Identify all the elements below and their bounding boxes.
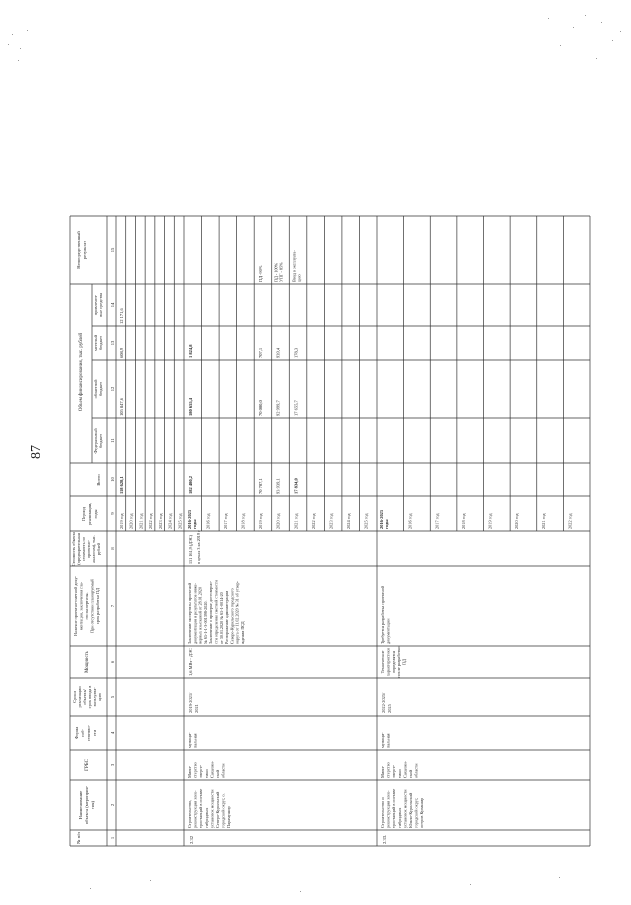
period-label: годы	[192, 519, 197, 529]
object-name: гибридных	[396, 807, 402, 828]
header-other: привлечен-	[93, 294, 98, 316]
object-name: Парамушир	[226, 806, 232, 828]
year-label: 2020 год	[514, 513, 520, 529]
grbs-name: стерство	[192, 762, 198, 778]
capacity: 1,6 МВт - ДЭС	[188, 648, 193, 676]
column-number: 6	[110, 660, 115, 664]
column-number: 3	[110, 763, 115, 767]
value-regional: 92 999,7	[275, 400, 281, 416]
header-local: местный	[93, 334, 98, 352]
ownership-form: муници-	[187, 732, 192, 748]
grbs-name: ской	[408, 769, 413, 778]
object-name: гибридных	[203, 807, 209, 828]
header-result: результат	[82, 240, 87, 260]
documentation-status: округа от 11.02.2020 № 31 об утвер-	[234, 581, 240, 644]
value-total: 182 480,2	[188, 476, 193, 494]
documentation-status: Требуется разработка проектной	[380, 585, 385, 644]
object-name: городской округ, о.	[220, 793, 226, 828]
grbs-name: Сахалин-	[209, 761, 215, 778]
column-number: 7	[110, 604, 115, 608]
year-label: 2018 год	[240, 513, 246, 529]
header-documentation: ментации, заключения гла-	[78, 581, 84, 631]
year-label: 2021 год	[138, 513, 144, 529]
period-label: годы	[384, 519, 389, 529]
object-name: реконструкция элек-	[192, 790, 198, 828]
header-funding-group: Объем финансирования, тыс. рублей	[79, 332, 84, 412]
grbs-name: энерге-	[198, 764, 204, 778]
ownership-form: пальная	[192, 733, 198, 748]
column-number: 1	[110, 836, 115, 840]
year-label: 2016 год	[205, 513, 211, 529]
header-object-name: тия)	[90, 800, 95, 810]
ownership-form: пальная	[385, 733, 391, 748]
object-cost: 151 161,9 (ДЭС)	[188, 534, 193, 564]
year-label: 2019 год	[119, 513, 124, 529]
result-text: цию	[296, 274, 302, 282]
documentation-status: Заключение о проверке достоверно-	[208, 581, 214, 644]
grbs-name: Мини-	[187, 765, 192, 778]
grbs-name: Сахалин-	[402, 761, 408, 778]
documentation-status: ждении ПСД	[240, 621, 245, 644]
year-label: 2022 год	[310, 513, 316, 529]
grbs-name: стерство	[385, 762, 391, 778]
year-label: 2025 год	[177, 513, 183, 529]
year-label: 2018 год	[460, 513, 466, 529]
header-terms: объекта/	[82, 689, 87, 705]
column-number: 13	[110, 340, 115, 346]
value-local: 707,1	[258, 347, 264, 358]
capacity: определятся	[390, 651, 396, 673]
capacity: ПД	[401, 659, 407, 665]
value-total: 93 939,1	[275, 478, 281, 494]
financing-table	[70, 216, 590, 846]
header-cost: рублей	[96, 542, 101, 556]
result-text: ПД -90%	[258, 265, 264, 282]
header-regional: областной	[93, 379, 98, 399]
header-period: годы	[93, 509, 98, 519]
documentation-status: сти определения сметной стоимости	[213, 580, 219, 644]
header-terms: срок ввода в	[87, 685, 92, 709]
object-name: установок мощности	[209, 789, 215, 828]
header-ownership: сти	[92, 729, 97, 737]
column-number: 9	[110, 512, 115, 515]
column-number: 8	[110, 547, 115, 550]
object-name: Северо-Курильский	[215, 791, 220, 828]
header-regional: бюджет	[98, 381, 103, 397]
row-number: 2.32	[189, 835, 194, 844]
capacity: характеристики	[385, 647, 391, 677]
year-label: 2021 год	[540, 513, 546, 529]
header-federal: Федеральный	[93, 428, 98, 454]
header-ownership: соб-	[80, 729, 85, 737]
implementation-terms: 2021	[194, 704, 199, 713]
object-name: городской округ,	[413, 797, 419, 828]
year-label: 2021 год	[293, 513, 299, 529]
year-label: 2019 год	[258, 513, 264, 529]
value-regional: 180 655,4	[188, 398, 193, 416]
year-label: 2024 год	[345, 513, 351, 529]
header-cost: проектно-	[86, 540, 91, 558]
header-result: Непосредственный	[76, 231, 81, 269]
header-terms: реализации	[77, 686, 82, 708]
header-capacity: Мощность	[85, 651, 90, 673]
header-documentation: Наличие проектно-сметной доку-	[73, 576, 78, 636]
object-name: Южно-Курильский	[408, 792, 413, 828]
value-local: 1 824,8	[188, 344, 193, 358]
column-number: 14	[110, 302, 115, 308]
documentation-status: Северо-Курильского городского	[229, 588, 235, 644]
header-documentation: срок разработки ПД	[95, 588, 100, 624]
header-object-name: Наименование	[78, 790, 83, 820]
header-documentation: При отсутствии планируемый	[89, 579, 95, 633]
object-name: реконструкция элек-	[385, 790, 391, 828]
capacity: после разработки	[396, 646, 402, 678]
header-grbs: ГРБС	[85, 759, 90, 771]
column-number: 10	[110, 477, 115, 482]
documentation-status: Заключение экспертизы проектной	[187, 582, 192, 644]
period-label: 2016-2025	[379, 509, 384, 529]
column-number: 2	[110, 803, 115, 807]
year-label: 2020 год	[128, 513, 134, 529]
grbs-name: тики	[396, 769, 402, 778]
year-label: 2016 год	[407, 513, 413, 529]
year-label: 2023 год	[157, 513, 163, 529]
header-cost: (предварительная	[76, 533, 81, 565]
object-name: Строительство,	[187, 799, 192, 828]
header-object-name: объекта (мероприя-	[84, 785, 89, 825]
grbs-name: ской	[215, 769, 220, 778]
value-regional: 17 655,7	[293, 400, 299, 416]
object-cost: в ценах 3 кв 2019 г	[196, 530, 201, 564]
implementation-terms: 2019-2021/	[188, 692, 193, 713]
documentation-status: документации и результатов инже-	[192, 583, 198, 644]
ownership-form: муници-	[380, 732, 385, 748]
object-name: установок мощности	[402, 789, 408, 828]
object-name: тростанций в составе	[198, 788, 204, 828]
grbs-name: тики	[203, 769, 209, 778]
header-row-number: № п/п	[76, 832, 81, 844]
value-local: 939,4	[275, 347, 281, 358]
column-number: 5	[110, 695, 115, 699]
header-period: реализации,	[87, 502, 92, 526]
header-cost: аналогам), тыс.	[91, 535, 96, 563]
year-label: 2022 год	[148, 513, 154, 529]
header-terms: цию	[97, 693, 102, 701]
object-name: Строительство и	[380, 797, 385, 828]
header-ownership: Форма	[74, 726, 79, 740]
header-terms: Сроки	[72, 691, 77, 703]
value-local: 178,3	[293, 347, 299, 358]
page-number: 87	[29, 445, 44, 459]
value-total: 70 707,1	[258, 478, 264, 494]
documentation-status: от 30.01.2020 № 65-1-0014-20	[218, 592, 224, 644]
value-other: 12 171,6	[119, 308, 124, 324]
header-total: Всего	[96, 474, 101, 486]
documentation-status: документации	[385, 618, 391, 644]
documentation-status: Распоряжение администрации	[224, 590, 230, 644]
grbs-name: Мини-	[380, 765, 385, 778]
column-number: 4	[110, 731, 115, 735]
header-cost: Стоимость объекта	[71, 531, 76, 567]
column-number: 15	[110, 247, 115, 253]
year-label: 2019 год	[487, 513, 493, 529]
column-number: 12	[110, 386, 115, 392]
header-period: Период	[81, 507, 86, 521]
year-label: 2024 год	[167, 513, 173, 529]
result-text: УПГ - 85%	[278, 262, 284, 282]
grbs-name: энерге-	[391, 764, 397, 778]
header-ownership: ственно-	[86, 725, 91, 741]
year-label: 2022 год	[567, 513, 573, 529]
implementation-terms: 2022-2025/	[381, 692, 386, 713]
object-name: остров Кунашир	[419, 797, 425, 828]
result-text: ПД - 100%	[273, 262, 279, 282]
header-terms: эксплуата-	[92, 687, 97, 707]
period-label: 2016-2025	[187, 509, 192, 529]
documentation-status: № 65-1-1-3-001398-2020.	[202, 600, 208, 644]
value-total: 17 834,0	[293, 478, 299, 494]
year-label: 2020 год	[275, 513, 281, 529]
documentation-status: нерных изысканий от 28.01.2020	[197, 586, 203, 644]
header-federal: бюджет	[98, 433, 103, 449]
value-total: 118 628,1	[119, 476, 124, 494]
year-label: 2025 год	[363, 513, 369, 529]
header-local: бюджет	[98, 335, 103, 351]
value-local: 608,9	[119, 347, 124, 358]
column-number: 11	[110, 438, 115, 443]
row-number: 2.33.	[382, 834, 387, 844]
year-label: 2023 год	[328, 513, 334, 529]
header-cost: стоимость по	[81, 537, 86, 561]
grbs-name: области	[413, 763, 419, 778]
year-label: 2017 год	[223, 513, 229, 529]
grbs-name: области	[220, 763, 226, 778]
capacity: Технические	[380, 650, 385, 674]
value-regional: 70 000,0	[258, 400, 264, 416]
implementation-terms: 2025	[387, 704, 392, 713]
result-text: Ввод в эксплуата-	[291, 250, 297, 282]
year-label: 2017 год	[434, 513, 440, 529]
object-name: тростанций в составе	[391, 788, 397, 828]
header-documentation: госэкспертизы.	[84, 592, 89, 620]
value-regional: 105 847,6	[119, 398, 124, 416]
header-other: ные средства	[98, 293, 103, 317]
scan-speckles	[8, 15, 621, 892]
